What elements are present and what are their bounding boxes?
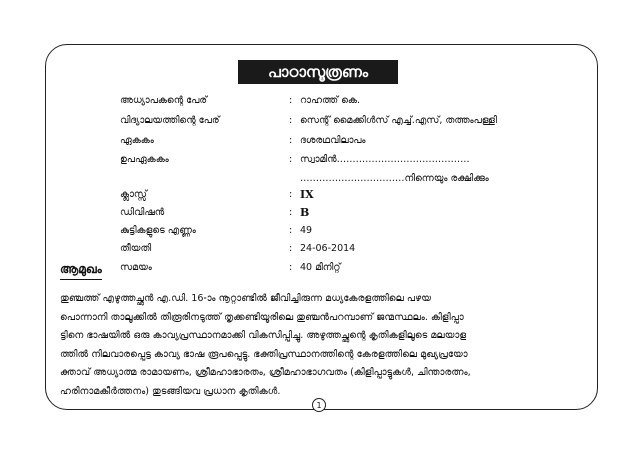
detail-colon: : (289, 135, 293, 146)
detail-colon: : (289, 115, 293, 126)
paragraph-line: ത്തിൽ നിലവാരപ്പെട്ട കാവ്യ ഭാഷ രൂപപ്പെട്ടു. ഭക്തിപ്രസ്ഥാനത്തിന്റെ കേരളത്തിലെ മുഖ്യപ്രയോ (60, 348, 468, 360)
detail-label: ഡിവിഷൻ (120, 207, 165, 218)
paragraph-line: ഹരിനാമകീർത്തനം) തുടങ്ങിയവ പ്രധാന കൃതികൾ. (60, 385, 281, 397)
detail-value: റാഹത്ത് കെ. (300, 95, 360, 106)
introduction-paragraph (60, 290, 582, 401)
paragraph-line: പൊന്നാനി താലൂക്കിൽ തിരൂരിനടുത്ത് തൃക്കണ്ടിയൂരിലെ തുഞ്ചൻപറമ്പാണ് ജന്മസ്ഥലം. കിളിപ്പാ (60, 311, 464, 323)
paragraph-line: ക്താവ് അധ്യാത്മ രാമായണം, ശ്രീമഹാഭാരതം, ശ്രീമഹാഭാഗവതം (കിളിപ്പാട്ടുകൾ, ചിന്താരത്നം, (60, 367, 471, 378)
detail-colon: : (289, 189, 293, 200)
detail-label: ക്ലാസ്സ് (120, 189, 147, 200)
detail-value: സെന്റ് മൈക്കിൾസ് എച്ച്.എസ്, തത്തംപള്ളി (300, 115, 497, 126)
detail-value: സ്വാമിൻ…………………………………… (300, 154, 470, 165)
detail-label: വിദ്യാലയത്തിന്റെ പേര് (120, 115, 220, 126)
detail-colon: : (289, 225, 293, 236)
page-number: 1 (312, 398, 326, 412)
paragraph-line: ട്ടിനെ ഭാഷയിൽ ഒരു കാവ്യപ്രസ്ഥാനമാക്കി വികസിപ്പിച്ചു. അഴുത്തച്ഛന്റെ കൃതികളിലൂടെ മലയാള (60, 330, 467, 341)
detail-value: B (300, 206, 310, 219)
detail-value: 24-06-2014 (300, 243, 356, 254)
detail-label: കുട്ടികളുടെ എണ്ണം (120, 225, 196, 236)
detail-label: തീയതി (120, 243, 152, 254)
detail-value: 49 (300, 225, 313, 236)
section-heading: ആമുഖം (60, 262, 102, 280)
detail-label: സമയം (120, 262, 152, 273)
detail-label: ഉപഏകകം (120, 154, 169, 165)
detail-value: 40 മിനിറ്റ് (300, 262, 341, 273)
paragraph-line: തുഞ്ചത്ത് എഴുത്തച്ഛൻ എ.ഡി. 16-ാം നൂറ്റാണ്ടിൽ ജീവിച്ചിരുന്ന മധ്യകേരളത്തിലെ പഴയ (60, 293, 432, 304)
detail-label: ഏകകം (120, 135, 154, 146)
detail-colon: : (289, 207, 293, 218)
detail-value: IX (300, 188, 314, 201)
detail-colon: : (289, 95, 293, 106)
detail-colon: : (289, 262, 293, 273)
detail-colon: : (289, 154, 293, 165)
detail-label: അധ്യാപകന്റെ പേര് (120, 95, 208, 106)
page-title: പാഠാസൂത്രണം (238, 60, 398, 84)
detail-value: ദശരഥവിലാപം (300, 135, 366, 146)
detail-value: ……………………………നിന്നെയും രക്ഷിക്കും (300, 173, 489, 184)
detail-colon: : (289, 243, 293, 254)
